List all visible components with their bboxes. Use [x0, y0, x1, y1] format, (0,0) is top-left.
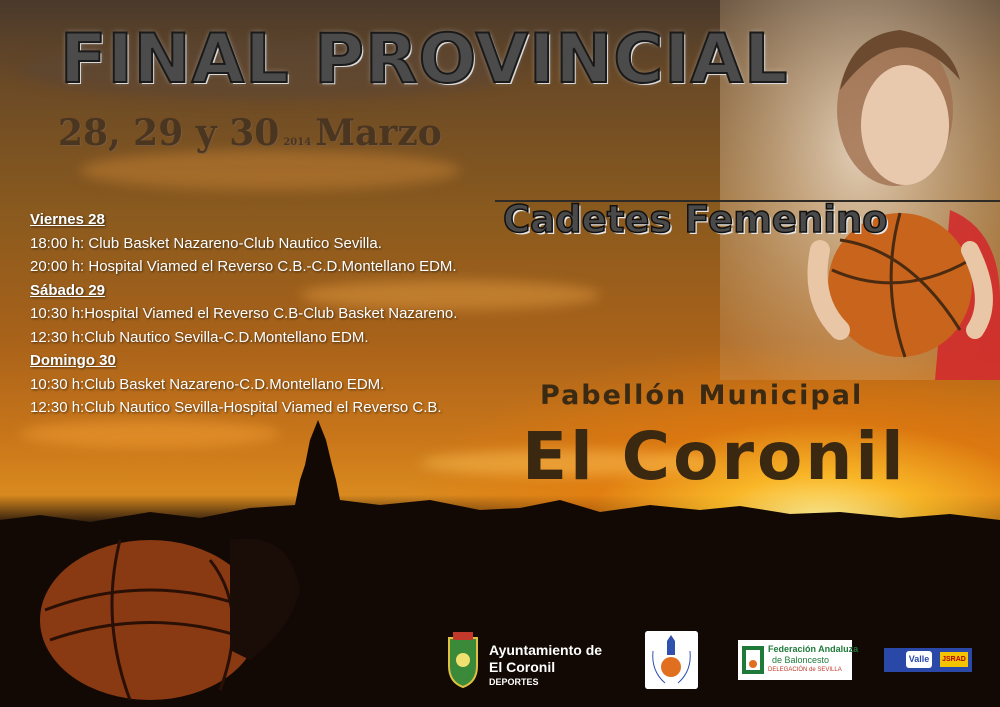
ayuntamiento-line3: DEPORTES: [489, 677, 539, 687]
dates-month: Marzo: [315, 112, 442, 154]
schedule-game: 12:30 h:Club Nautico Sevilla-C.D.Montellano EDM.: [30, 328, 369, 346]
federacion-emblem-icon: [742, 646, 764, 674]
venue-name: El Coronil: [522, 418, 907, 495]
schedule-day: Domingo 30: [30, 352, 116, 369]
schedule-day: Viernes 28: [30, 211, 105, 228]
dates-days: 28, 29 y 30: [58, 112, 280, 154]
venue-label: Pabellón Municipal: [540, 380, 864, 411]
basketball-icon: [0, 510, 350, 707]
schedule-game: 12:30 h:Club Nautico Sevilla-Hospital Viamed el Reverso C.B.: [30, 399, 442, 416]
coat-of-arms-icon: [445, 632, 481, 688]
schedule-game: 10:30 h:Club Basket Nazareno-C.D.Montellano EDM.: [30, 375, 385, 393]
dates-year: 2014: [283, 137, 312, 148]
jsrad-logo: JSRAD: [940, 652, 968, 667]
ayuntamiento-logo: [445, 632, 610, 690]
federacion-line1: Federación Andaluza: [768, 644, 859, 654]
event-dates: [58, 112, 442, 154]
schedule-game: 18:00 h: Club Basket Nazareno-Club Nautico Sevilla.: [30, 234, 382, 252]
club-badge-icon: [645, 631, 698, 689]
schedule-day: Sábado 29: [30, 281, 106, 299]
schedule-game: 20:00 h: Hospital Viamed el Reverso C.B.-C.D.Montellano EDM.: [30, 258, 457, 275]
poster-title: FINAL PROVINCIAL: [60, 20, 789, 99]
ayuntamiento-line1: Ayuntamiento de: [489, 642, 603, 658]
category-title: Cadetes Femenino: [503, 198, 888, 241]
valle-logo: Valle: [906, 651, 932, 668]
federacion-line2: de Baloncesto: [772, 655, 830, 665]
schedule-game: 10:30 h:Hospital Viamed el Reverso C.B-Club Basket Nazareno.: [30, 305, 458, 322]
federacion-line3: DELEGACIÓN de SEVILLA: [768, 667, 842, 673]
schedule: [30, 208, 457, 420]
sponsor-strip: [884, 648, 972, 672]
federacion-logo: [738, 640, 859, 680]
ayuntamiento-line2: El Coronil: [489, 659, 556, 675]
